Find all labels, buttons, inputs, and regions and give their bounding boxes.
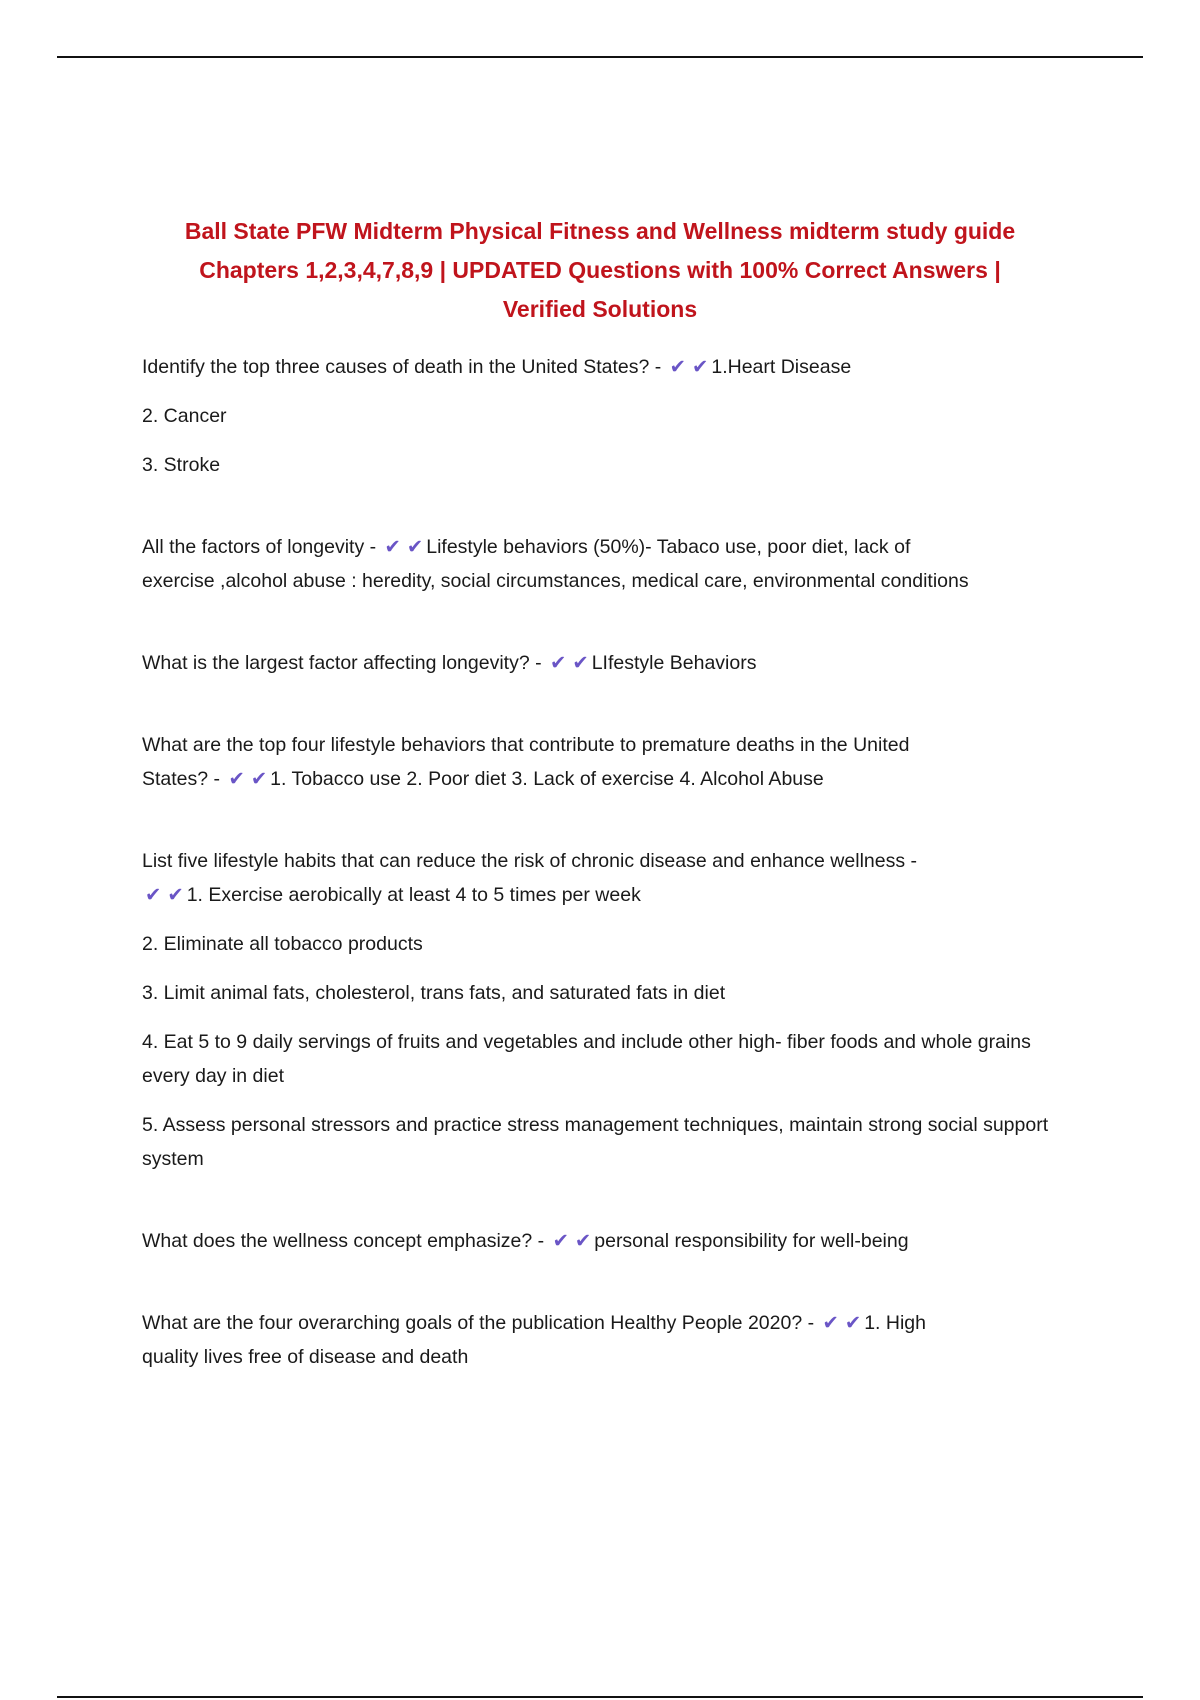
qa-line — [142, 1306, 1072, 1340]
check-icon: ✔ — [692, 355, 709, 378]
answer-text: 1.Heart Disease — [711, 356, 852, 378]
qa-line — [142, 350, 1072, 384]
list-item: 3. Stroke — [142, 454, 221, 476]
document-title — [150, 212, 1050, 329]
answer-text: Lifestyle behaviors (50%)- Tabaco use, poor diet, lack of — [426, 536, 911, 558]
qa-entry — [142, 844, 1072, 1176]
check-icon: ✔ — [552, 1229, 569, 1252]
check-icon: ✔ — [550, 651, 567, 674]
qa-entry — [142, 728, 1072, 796]
list-item: 4. Eat 5 to 9 daily servings of fruits and vegetables and include other high- fiber foods and whole grains every day in diet — [142, 1031, 1031, 1087]
check-icon: ✔ — [228, 767, 245, 790]
check-icon: ✔ — [572, 651, 589, 674]
qa-line — [142, 762, 1072, 796]
qa-line — [142, 530, 1072, 564]
question-text: What is the largest factor affecting longevity? - — [142, 652, 542, 674]
qa-entry — [142, 1306, 1072, 1374]
check-icon: ✔ — [167, 883, 184, 906]
check-icon: ✔ — [406, 535, 424, 558]
answer-text: LIfestyle Behaviors — [591, 652, 757, 674]
qa-line — [142, 1224, 1072, 1258]
top-rule — [57, 56, 1143, 58]
check-icon: ✔ — [669, 355, 687, 378]
answer-text: 1. High — [864, 1312, 926, 1334]
check-icon: ✔ — [822, 1311, 839, 1334]
answer-continuation: quality lives free of disease and death — [142, 1346, 469, 1368]
qa-entry — [142, 350, 1072, 482]
title-line-3: Verified Solutions — [502, 296, 698, 322]
question-continuation: States? - — [142, 768, 221, 790]
question-text: What does the wellness concept emphasize? - — [142, 1230, 545, 1252]
check-icon: ✔ — [844, 1311, 862, 1334]
list-item: 2. Cancer — [142, 405, 227, 427]
qa-line — [142, 878, 1072, 912]
qa-entry — [142, 1224, 1072, 1258]
check-icon: ✔ — [574, 1229, 592, 1252]
question-text: What are the four overarching goals of the publication Healthy People 2020? - — [142, 1312, 815, 1334]
qa-entry — [142, 530, 1072, 598]
list-item: 3. Limit animal fats, cholesterol, trans fats, and saturated fats in diet — [142, 982, 726, 1004]
qa-entry — [142, 646, 1072, 680]
title-line-1: Ball State PFW Midterm Physical Fitness and Wellness midterm study guide — [184, 218, 1016, 244]
question-text: Identify the top three causes of death in the United States? - — [142, 356, 662, 378]
title-line-2: Chapters 1,2,3,4,7,8,9 | UPDATED Questions with 100% Correct Answers | — [199, 257, 1001, 283]
question-text: What are the top four lifestyle behaviors that contribute to premature deaths in the United — [142, 734, 910, 756]
qa-list — [142, 350, 1072, 1374]
question-text: All the factors of longevity - — [142, 536, 377, 558]
check-icon: ✔ — [145, 883, 162, 906]
bottom-rule — [57, 1696, 1143, 1698]
list-item: 2. Eliminate all tobacco products — [142, 933, 423, 955]
check-icon: ✔ — [250, 767, 268, 790]
answer-continuation: exercise ,alcohol abuse : heredity, social circumstances, medical care, environmental conditions — [142, 570, 969, 592]
answer-text: personal responsibility for well-being — [594, 1230, 909, 1252]
answer-text: 1. Exercise aerobically at least 4 to 5 times per week — [186, 884, 641, 906]
question-text: List five lifestyle habits that can reduce the risk of chronic disease and enhance wellness - — [142, 850, 918, 872]
answer-text: 1. Tobacco use 2. Poor diet 3. Lack of exercise 4. Alcohol Abuse — [270, 768, 824, 790]
list-item: 5. Assess personal stressors and practice stress management techniques, maintain strong social support system — [142, 1114, 1049, 1170]
check-icon: ✔ — [384, 535, 401, 558]
qa-line — [142, 646, 1072, 680]
